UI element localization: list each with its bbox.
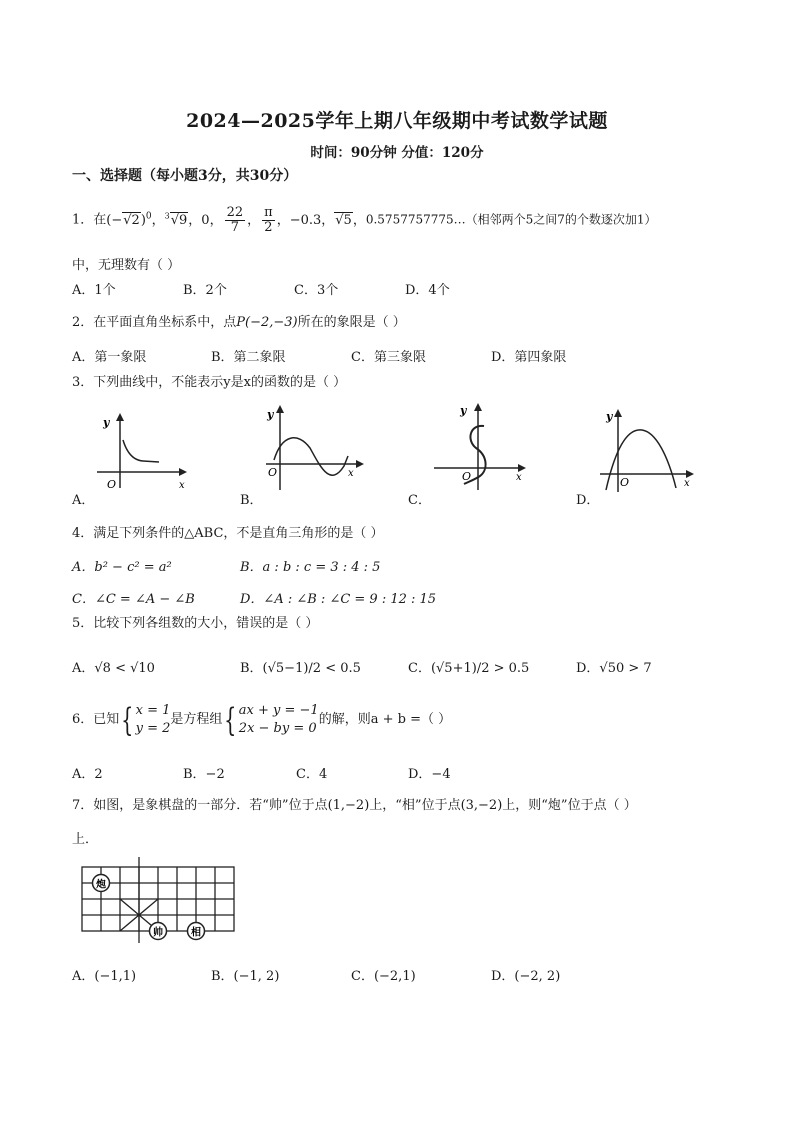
question-6: 6．已知{ x = 1 y = 2 是方程组{ ax + y = −1 2x − by = 0 的解，则a + b =（ ） (72, 700, 452, 739)
q6-option-b: B．−2 (183, 767, 225, 782)
svg-text:y: y (103, 416, 110, 429)
q4-option-d: D．∠A : ∠B : ∠C = 9 : 12 : 15 (240, 592, 437, 607)
q1-number-list: $(-√2)^0$，$^3$√9，0， $\frac{22}{7}$ ， $\frac{\pi}{2}$ ，−0.3，√5， (106, 205, 366, 235)
q7-option-a: A．(−1,1) (72, 969, 137, 984)
q3-option-c: C． (408, 493, 431, 508)
q3-graph-d (598, 406, 698, 494)
q3-option-d: D． (576, 493, 600, 508)
q5-option-a: A．√8 < √10 (72, 661, 155, 676)
svg-text:炮: 炮 (96, 879, 106, 891)
svg-text:O: O (462, 470, 472, 483)
q1-option-c: C．3个 (294, 283, 339, 298)
cannon-piece (93, 875, 110, 892)
q5-option-b: B．(√5−1)/2 < 0.5 (240, 661, 361, 676)
q2-option-a: A．第一象限 (72, 350, 147, 365)
question-1-line2: 中，无理数有（ ） (72, 258, 181, 273)
svg-text:y: y (606, 410, 613, 423)
general-piece (150, 923, 167, 940)
question-1: 1．在$(-√2)^0$，$^3$√9，0， $\frac{22}{7}$ ， $\frac{\pi}{2}$ ，−0.3，√5，0.5757757775…（相邻两个5之间7的个数逐次加1） (72, 205, 657, 235)
question-5: 5．比较下列各组数的大小，错误的是（ ） (72, 616, 319, 631)
svg-text:x: x (179, 480, 185, 491)
q5-option-d: D．√50 > 7 (576, 661, 652, 676)
question-3: 3．下列曲线中，不能表示y是x的函数的是（ ） (72, 375, 347, 390)
q1-option-a: A．1个 (72, 283, 116, 298)
q6-option-c: C．4 (296, 767, 328, 782)
question-4: 4．满足下列条件的△ABC，不是直角三角形的是（ ） (72, 526, 384, 541)
question-7: 7．如图，是象棋盘的一部分．若“帅”位于点(1,−2)上，“相”位于点(3,−2)上，则“炮”位于点（ ） (72, 798, 637, 813)
svg-text:O: O (107, 478, 117, 491)
q2-option-b: B．第二象限 (211, 350, 286, 365)
exam-subtitle: 时间：90分钟 分值：120分 (310, 145, 484, 161)
svg-text:x: x (684, 478, 690, 489)
q1-option-b: B．2个 (183, 283, 227, 298)
svg-text:y: y (460, 404, 467, 417)
q3-option-a: A． (72, 493, 95, 508)
question-2: 2．在平面直角坐标系中，点P(−2,−3)所在的象限是（ ） (72, 315, 406, 330)
q7-option-b: B．(−1, 2) (211, 969, 280, 984)
chessboard-figure (78, 857, 240, 947)
q7-option-c: C．(−2,1) (351, 969, 416, 984)
exam-title: 2024—2025学年上期八年级期中考试数学试题 (186, 110, 608, 132)
q2-option-c: C．第三象限 (351, 350, 426, 365)
question-7-line2: 上． (72, 832, 99, 847)
q2-option-d: D．第四象限 (491, 350, 567, 365)
q3-option-b: B． (240, 493, 263, 508)
svg-text:O: O (620, 476, 630, 489)
svg-text:x: x (348, 468, 354, 479)
q4-option-a: A．b² − c² = a² (72, 560, 172, 575)
q3-graph-a (95, 410, 190, 492)
elephant-piece (188, 923, 205, 940)
svg-text:相: 相 (191, 927, 201, 939)
q6-option-d: D．−4 (408, 767, 451, 782)
q3-graph-c (432, 400, 532, 492)
q6-option-a: A．2 (72, 767, 103, 782)
q7-option-d: D．(−2, 2) (491, 969, 561, 984)
q4-option-b: B．a : b : c = 3 : 4 : 5 (240, 560, 381, 575)
svg-text:y: y (267, 408, 274, 421)
q5-option-c: C．(√5+1)/2 > 0.5 (408, 661, 530, 676)
svg-text:帅: 帅 (153, 927, 163, 939)
svg-text:x: x (516, 472, 522, 483)
q4-option-c: C．∠C = ∠A − ∠B (72, 592, 195, 607)
svg-text:O: O (268, 466, 278, 479)
section-heading: 一、选择题（每小题3分，共30分） (72, 168, 298, 184)
q1-option-d: D．4个 (405, 283, 450, 298)
q3-graph-b (262, 402, 367, 494)
